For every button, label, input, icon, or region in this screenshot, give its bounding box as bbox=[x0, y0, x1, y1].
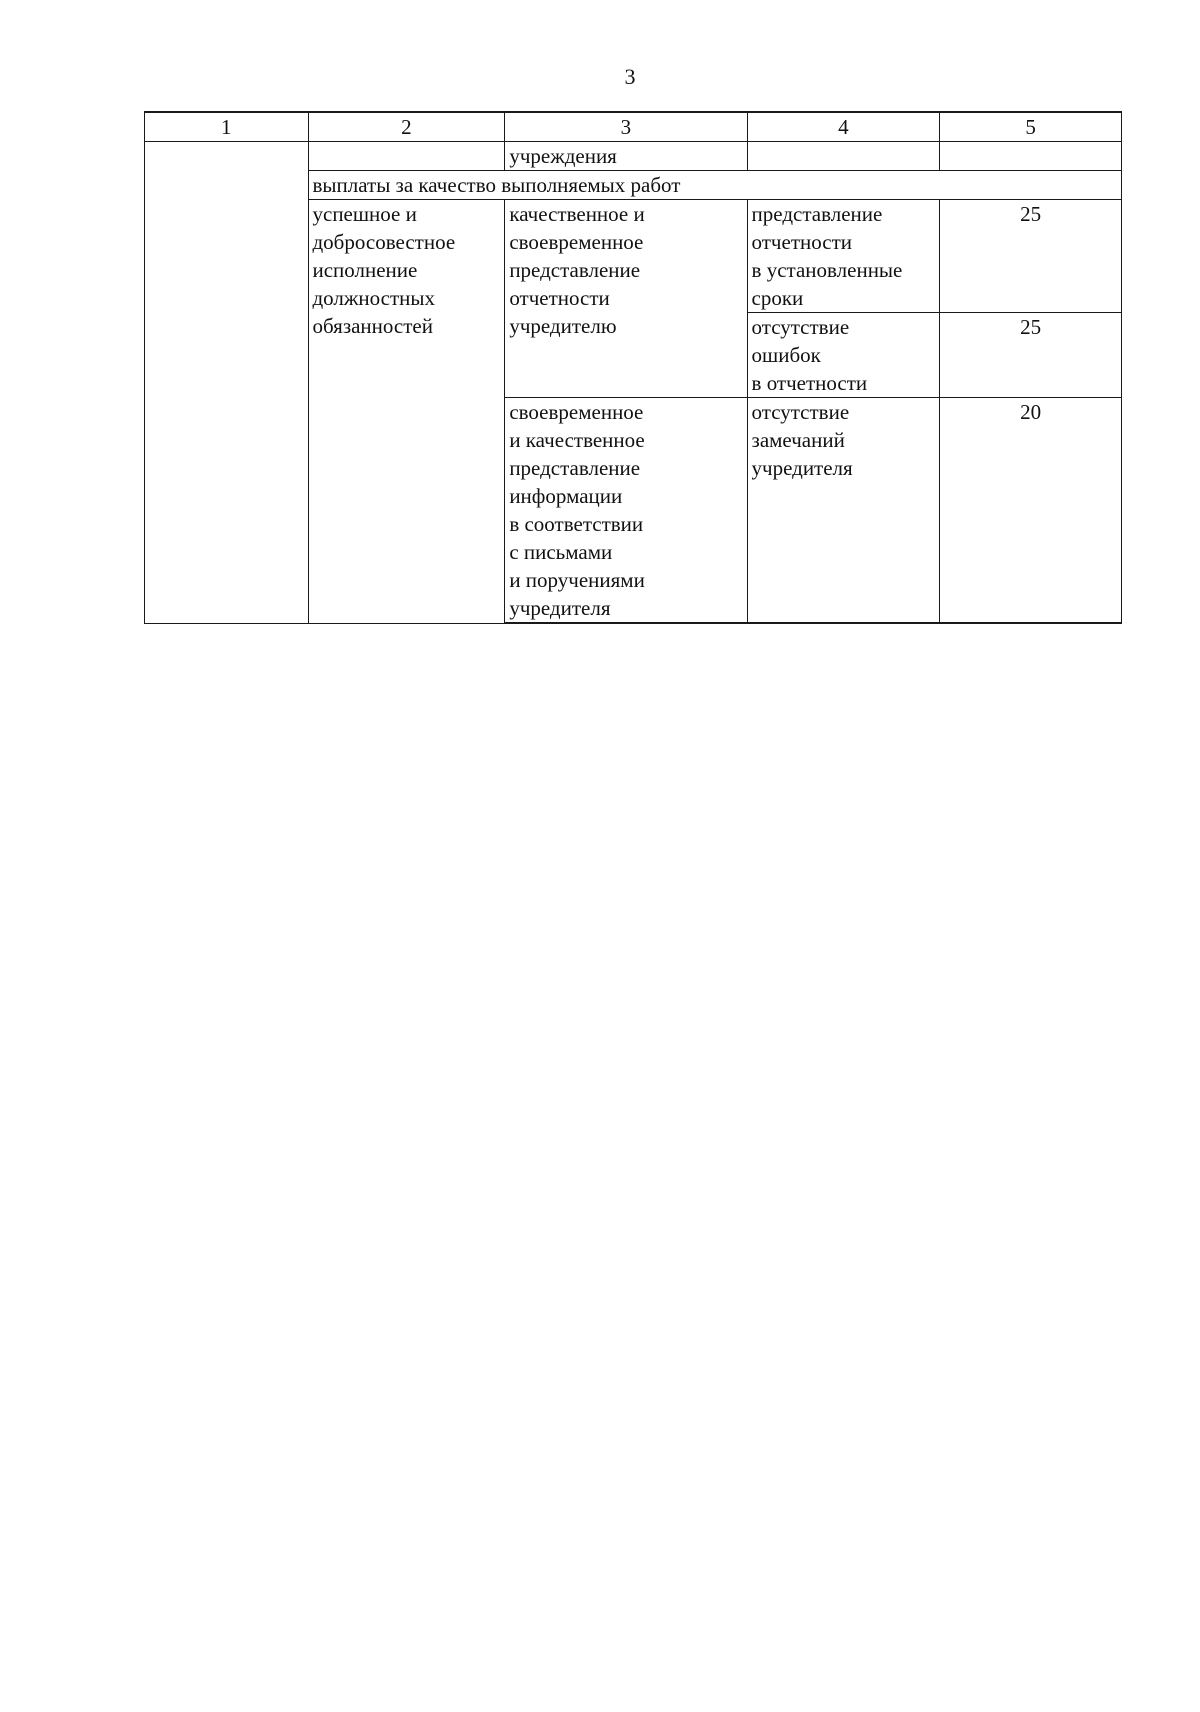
header-cell-4: 4 bbox=[747, 112, 940, 142]
condition-cell: качественное и своевременное представление отчетности учредителю bbox=[505, 200, 747, 398]
criteria-table bbox=[144, 111, 1122, 624]
carry-over-row bbox=[145, 142, 1122, 171]
condition-cell: своевременное и качественное представление информации в соответствии с письмами и поручениями учредителя bbox=[505, 398, 747, 624]
position-cell bbox=[145, 142, 309, 624]
value-cell: 25 bbox=[940, 313, 1122, 398]
page-number: 3 bbox=[624, 64, 636, 89]
header-cell-5: 5 bbox=[940, 112, 1122, 142]
carry-condition-cell: учреждения bbox=[505, 142, 747, 171]
criterion-cell: успешное и добросовестное исполнение должностных обязанностей bbox=[308, 200, 505, 624]
value-cell: 25 bbox=[940, 200, 1122, 313]
header-row bbox=[145, 112, 1122, 142]
carry-indicator-cell bbox=[747, 142, 940, 171]
value-cell: 20 bbox=[940, 398, 1122, 624]
carry-criterion-cell bbox=[308, 142, 505, 171]
indicator-cell: отсутствие ошибок в отчетности bbox=[747, 313, 940, 398]
header-cell-2: 2 bbox=[308, 112, 505, 142]
header-cell-3: 3 bbox=[505, 112, 747, 142]
indicator-cell: представление отчетности в установленные сроки bbox=[747, 200, 940, 313]
header-cell-1: 1 bbox=[145, 112, 309, 142]
section-title: выплаты за качество выполняемых работ bbox=[308, 171, 1122, 200]
carry-value-cell bbox=[940, 142, 1122, 171]
indicator-cell: отсутствие замечаний учредителя bbox=[747, 398, 940, 624]
